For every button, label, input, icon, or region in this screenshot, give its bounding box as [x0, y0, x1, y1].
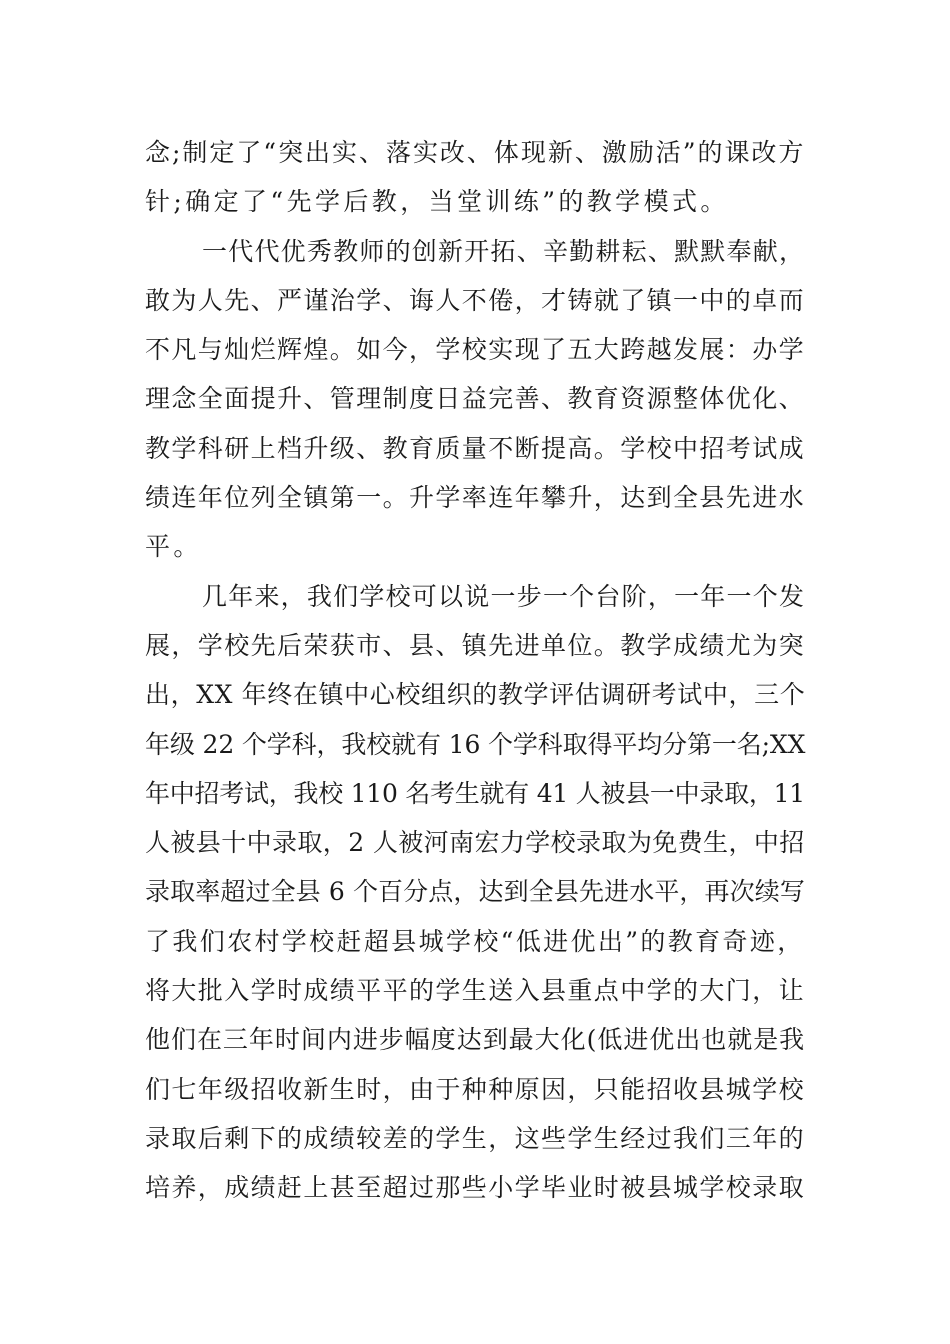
text-line: 理念全面提升、管理制度日益完善、教育资源整体优化、 — [145, 384, 806, 414]
paragraph-2 — [145, 227, 805, 572]
text-line: 了我们农村学校赶超县城学校“低进优出”的教育奇迹， — [145, 926, 805, 956]
text-line: 将大批入学时成绩平平的学生送入县重点中学的大门，让 — [145, 976, 806, 1006]
text-line: 培养，成绩赶上甚至超过那些小学毕业时被县城学校录取 — [145, 1173, 806, 1203]
text-line: 平。 — [145, 532, 202, 562]
text-line: 教学科研上档升级、教育质量不断提高。学校中招考试成 — [145, 433, 806, 463]
text-line: 出，XX 年终在镇中心校组织的教学评估调研考试中，三个 — [145, 680, 806, 710]
text-line: 年级 22 个学科，我校就有 16 个学科取得平均分第一名;XX — [145, 729, 806, 759]
text-line: 念;制定了“突出实、落实改、体现新、激励活”的课改方 — [145, 138, 806, 167]
text-line: 敢为人先、严谨治学、诲人不倦，才铸就了镇一中的卓而 — [145, 285, 806, 315]
text-line: 一代代优秀教师的创新开拓、辛勤耕耘、默默奉献， — [202, 236, 806, 266]
text-line: 绩连年位列全镇第一。升学率连年攀升，达到全县先进水 — [145, 483, 806, 513]
text-line: 录取率超过全县 6 个百分点，达到全县先进水平，再次续写 — [145, 877, 806, 907]
text-line: 不凡与灿烂辉煌。如今，学校实现了五大跨越发展：办学 — [145, 335, 806, 365]
text-line: 几年来，我们学校可以说一步一个台阶，一年一个发 — [202, 581, 806, 611]
text-line: 展，学校先后荣获市、县、镇先进单位。教学成绩尤为突 — [145, 630, 806, 660]
paragraph-3 — [145, 572, 805, 1213]
text-line: 们七年级招收新生时，由于种种原因，只能招收县城学校 — [145, 1074, 806, 1104]
text-line: 年中招考试，我校 110 名考生就有 41 人被县一中录取，11 — [145, 778, 805, 808]
text-line: 他们在三年时间内进步幅度达到最大化(低进优出也就是我 — [145, 1025, 806, 1055]
text-line: 录取后剩下的成绩较差的学生，这些学生经过我们三年的 — [145, 1123, 806, 1153]
document-body — [145, 128, 805, 1213]
text-line: 人被县十中录取，2 人被河南宏力学校录取为免费生，中招 — [145, 828, 805, 858]
paragraph-1 — [145, 128, 805, 227]
text-line: 针;确定了“先学后教，当堂训练”的教学模式。 — [145, 187, 729, 217]
